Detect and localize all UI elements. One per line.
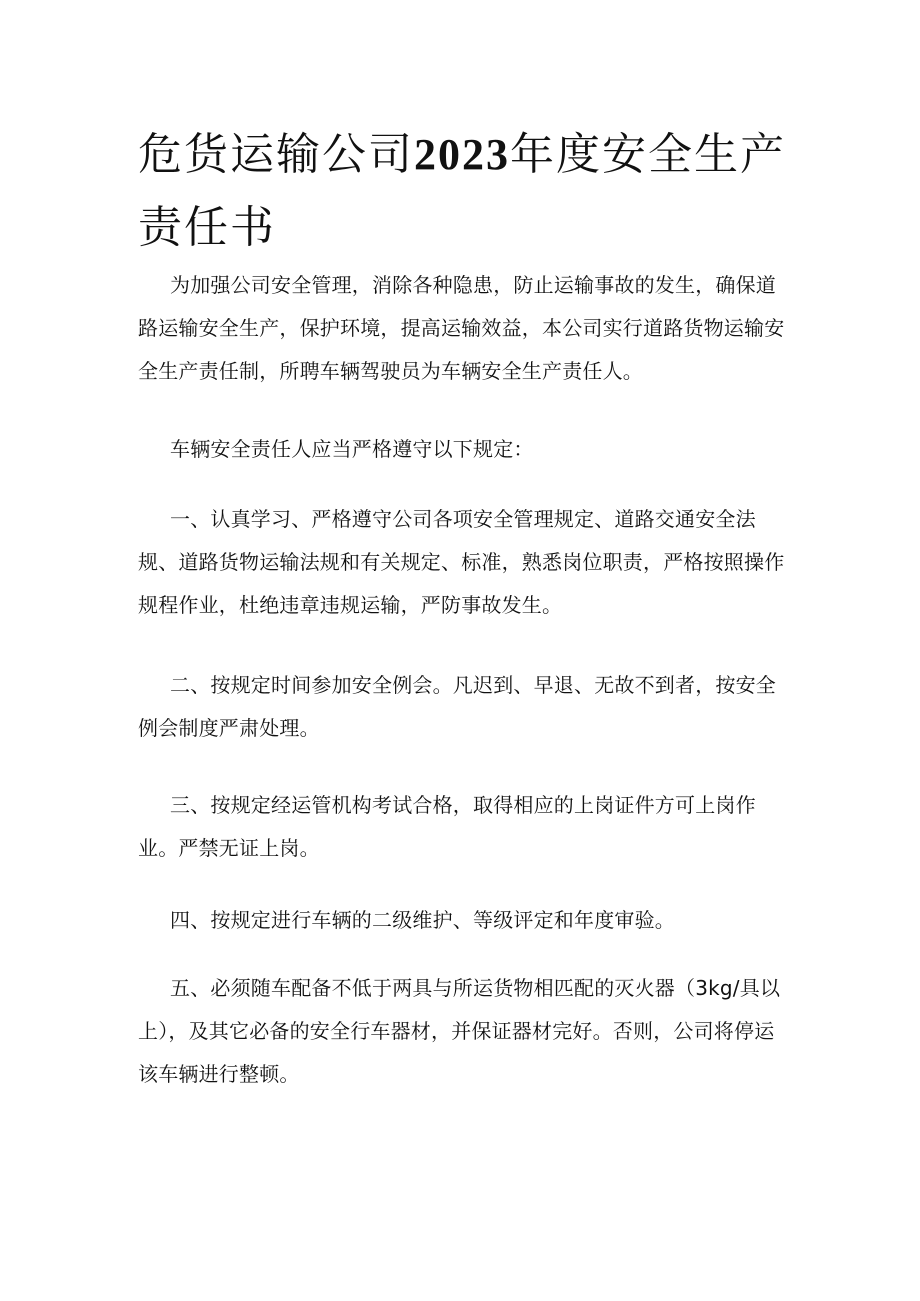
rule-item-5: 五、必须随车配备不低于两具与所运货物相匹配的灭火器（3kg/具以上），及其它必备的安全行车器材，并保证器材完好。否则，公司将停运该车辆进行整顿。 [138,976,781,1086]
rule-item-2: 二、按规定时间参加安全例会。凡迟到、早退、无故不到者，按安全例会制度严肃处理。 [138,673,776,740]
title-year: 2023 [414,130,510,179]
title-prefix: 危货运输公司 [138,129,414,180]
rule-item-1: 一、认真学习、严格遵守公司各项安全管理规定、道路交通安全法规、道路货物运输法规和有关规定、标准，熟悉岗位职责，严格按照操作规程作业，杜绝违章违规运输，严防事故发生。 [138,507,785,617]
rule-item-4: 四、按规定进行车辆的二级维护、等级评定和年度审验。 [170,908,675,932]
rules-lead-paragraph: 车辆安全责任人应当严格遵守以下规定： [170,437,534,461]
document-title [138,118,798,264]
intro-paragraph: 为加强公司安全管理，消除各种隐患，防止运输事故的发生，确保道路运输安全生产，保护环境，提高运输效益，本公司实行道路货物运输安全生产责任制，所聘车辆驾驶员为车辆安全生产责任人。 [138,273,785,383]
title-suffix: 年度安全生产责任书 [138,129,786,253]
rule-item-3: 三、按规定经运管机构考试合格，取得相应的上岗证件方可上岗作业。严禁无证上岗。 [138,793,756,860]
